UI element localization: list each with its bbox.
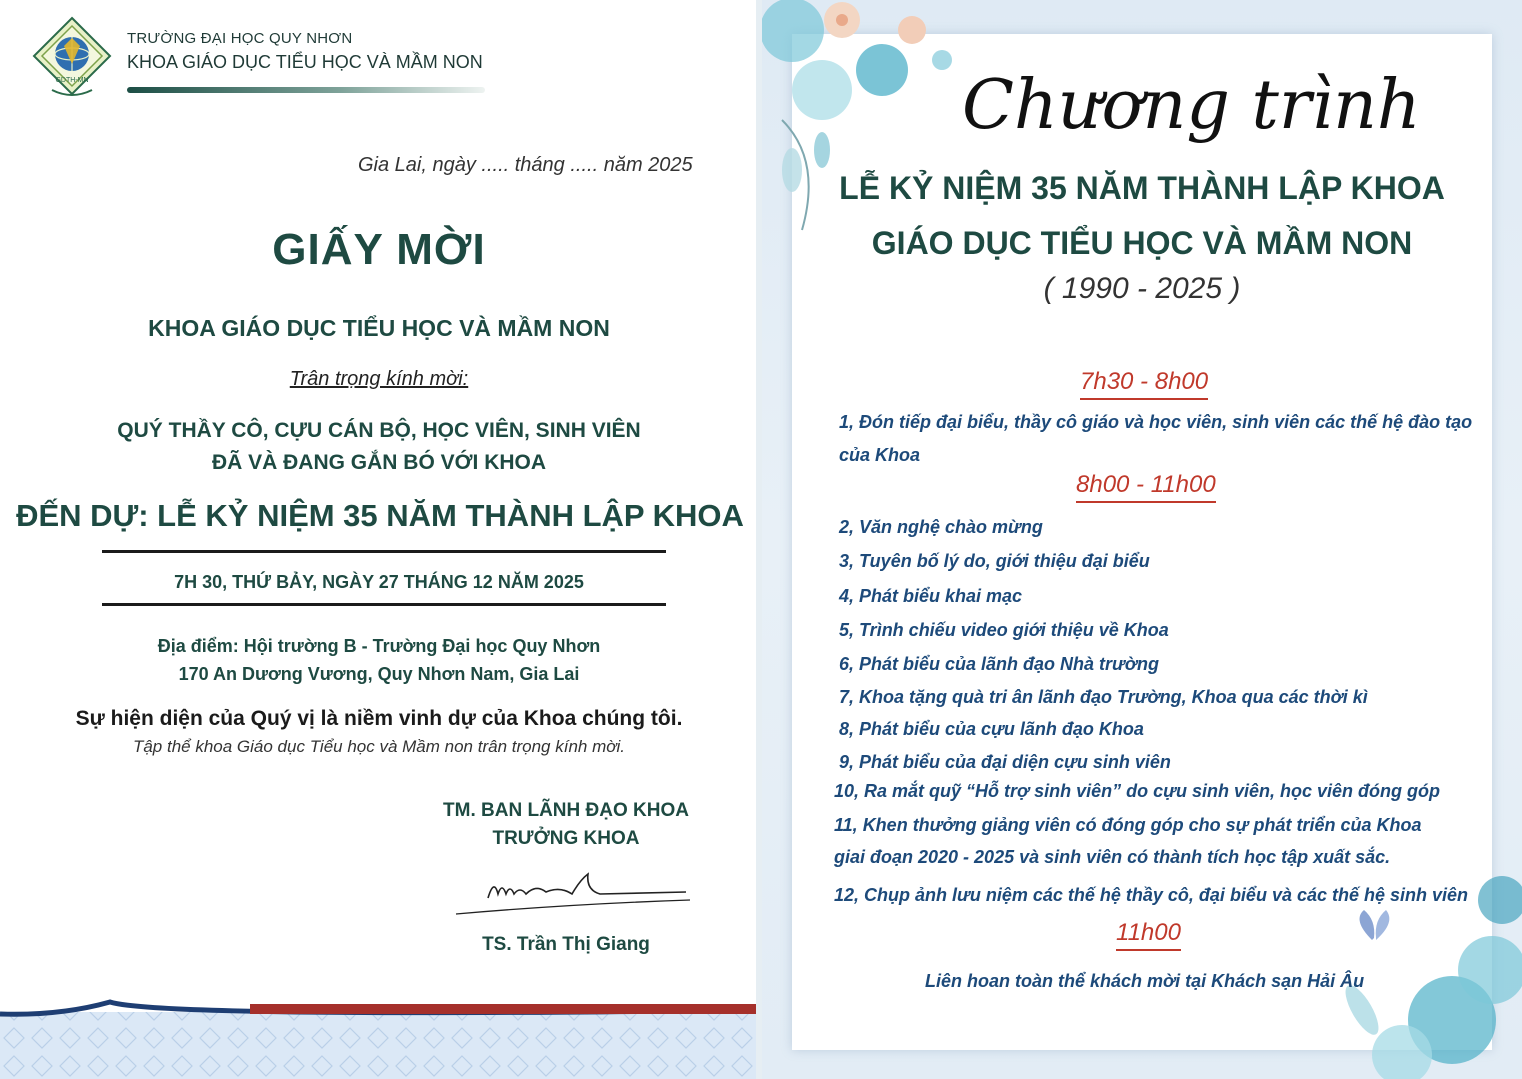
program-item-1: 1, Đón tiếp đại biểu, thầy cô giáo và học viên, sinh viên các thế hệ đào tạo	[839, 412, 1473, 432]
attend-heading: ĐẾN DỰ: LỄ KỶ NIỆM 35 NĂM THÀNH LẬP KHOA	[16, 498, 744, 533]
header-rule	[127, 87, 485, 93]
school-name: TRƯỜNG ĐẠI HỌC QUY NHƠN	[127, 30, 353, 47]
venue-line-2: 170 An Dương Vương, Quy Nhơn Nam, Gia Lai	[178, 664, 580, 684]
program-item-2: 2, Văn nghệ chào mừng	[839, 517, 1043, 537]
program-item-3: 3, Tuyên bố lý do, giới thiệu đại biểu	[839, 551, 1150, 571]
butterfly-icon	[1360, 910, 1390, 940]
divider-bottom	[102, 603, 666, 606]
program-title-line-2: GIÁO DỤC TIỂU HỌC VÀ MẦM NON	[871, 225, 1413, 261]
program-item-12: 12, Chụp ảnh lưu niệm các thế hệ thầy cô, đại biểu và các thế hệ sinh viên	[834, 885, 1469, 905]
honor-subtext: Tập thể khoa Giáo dục Tiểu học và Mầm non trân trọng kính mời.	[132, 737, 626, 756]
time-slot-1: 7h30 - 8h00	[1080, 368, 1208, 400]
handwritten-signature	[450, 860, 700, 920]
divider-top	[102, 550, 666, 553]
invitation-page	[0, 0, 758, 1079]
signer-name: TS. Trần Thị Giang	[482, 934, 650, 955]
program-item-1-cont: của Khoa	[839, 445, 921, 465]
program-item-11: 11, Khen thưởng giảng viên có đóng góp cho sự phát triển của Khoa	[834, 815, 1422, 835]
closing-item: Liên hoan toàn thể khách mời tại Khách sạn Hải Âu	[925, 971, 1365, 991]
program-item-9: 9, Phát biểu của đại diện cựu sinh viên	[839, 752, 1171, 772]
program-years: ( 1990 - 2025 )	[1043, 272, 1241, 305]
signature-title-block	[416, 797, 716, 853]
program-item-7: 7, Khoa tặng quà tri ân lãnh đạo Trường, Khoa qua các thời kì	[839, 687, 1368, 707]
time-slot-2: 8h00 - 11h00	[1076, 471, 1216, 503]
sign-title-1: TM. BAN LÃNH ĐẠO KHOA	[443, 800, 689, 821]
program-item-11-cont: giai đoạn 2020 - 2025 và sinh viên có thành tích học tập xuất sắc.	[834, 847, 1391, 867]
program-item-6: 6, Phát biểu của lãnh đạo Nhà trường	[839, 654, 1159, 674]
guests-block	[0, 415, 758, 479]
guests-line-1: QUÝ THẦY CÔ, CỰU CÁN BỘ, HỌC VIÊN, SINH VIÊN	[117, 419, 641, 442]
program-page	[762, 0, 1522, 1079]
faculty-name: KHOA GIÁO DỤC TIỂU HỌC VÀ MẦM NON	[127, 52, 483, 72]
venue-line-1: Địa điểm: Hội trường B - Trường Đại học Quy Nhơn	[157, 636, 601, 656]
host-faculty: KHOA GIÁO DỤC TIỂU HỌC VÀ MẦM NON	[148, 315, 610, 341]
floral-decoration-bottom-right	[1302, 840, 1522, 1079]
logo-text: GDTH-MN	[55, 77, 89, 84]
program-title-line-1: LỄ KỶ NIỆM 35 NĂM THÀNH LẬP KHOA	[839, 170, 1445, 206]
decorative-footer	[0, 996, 758, 1079]
invite-phrase: Trân trọng kính mời:	[289, 368, 469, 390]
sign-title-2: TRƯỞNG KHOA	[492, 828, 640, 849]
program-item-8: 8, Phát biểu của cựu lãnh đạo Khoa	[839, 719, 1144, 739]
faculty-logo	[32, 16, 112, 100]
guests-line-2: ĐÃ VÀ ĐANG GẮN BÓ VỚI KHOA	[211, 451, 547, 474]
venue-block	[0, 632, 758, 688]
time-slot-3: 11h00	[1116, 919, 1181, 951]
program-heading: Chương trình	[962, 66, 1421, 145]
honor-statement: Sự hiện diện của Quý vị là niềm vinh dự của Khoa chúng tôi.	[75, 707, 683, 730]
program-item-5: 5, Trình chiếu video giới thiệu về Khoa	[839, 620, 1169, 640]
date-line: Gia Lai, ngày ..... tháng ..... năm 2025	[358, 154, 693, 176]
event-time: 7H 30, THỨ BẢY, NGÀY 27 THÁNG 12 NĂM 2025	[174, 572, 584, 592]
invitation-title: GIẤY MỜI	[272, 225, 486, 274]
program-item-4: 4, Phát biểu khai mạc	[839, 586, 1023, 606]
program-item-10: 10, Ra mắt quỹ “Hỗ trợ sinh viên” do cựu sinh viên, học viên đóng góp	[834, 781, 1441, 801]
